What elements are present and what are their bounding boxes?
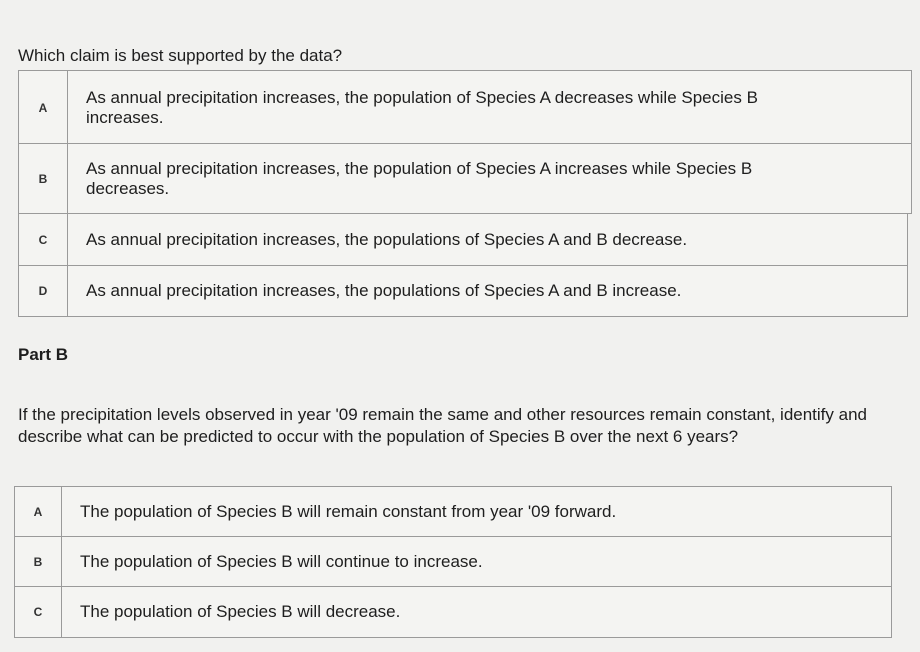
- question-part-a: Which claim is best supported by the data?: [18, 46, 343, 65]
- choice-text: As annual precipitation increases, the populations of Species A and B decrease.: [86, 230, 688, 249]
- choice-text: The population of Species B will continue to increase.: [80, 552, 483, 571]
- choice-text: The population of Species B will remain constant from year '09 forward.: [80, 502, 617, 521]
- answer-choice-a[interactable]: [18, 70, 912, 146]
- choice-letter: D: [19, 266, 68, 316]
- answer-choice-d[interactable]: [18, 265, 908, 317]
- choice-letter: B: [15, 537, 62, 587]
- choice-letter: A: [19, 71, 68, 145]
- choice-letter: C: [15, 587, 62, 637]
- choice-text: The population of Species B will decrease.: [80, 602, 401, 621]
- choice-letter: A: [15, 487, 62, 537]
- answer-choice-b[interactable]: [14, 536, 892, 588]
- choice-letter: C: [19, 214, 68, 266]
- choice-text: As annual precipitation increases, the populations of Species A and B increase.: [86, 281, 682, 300]
- answer-choice-c[interactable]: [14, 586, 892, 638]
- answer-choice-b[interactable]: [18, 143, 912, 214]
- choice-text: As annual precipitation increases, the population of Species A decreases while Species B increases.: [86, 88, 758, 127]
- answer-choice-c[interactable]: [18, 213, 908, 267]
- question-part-b: If the precipitation levels observed in year '09 remain the same and other resources remain constant, identify and describe what can be predicted to occur with the population of Species B over the next 6 years?: [18, 405, 867, 446]
- answer-choice-a[interactable]: [14, 486, 892, 538]
- part-b-heading: Part B: [18, 345, 69, 364]
- choice-text: As annual precipitation increases, the population of Species A increases while Species B decreases.: [86, 158, 753, 198]
- choice-letter: B: [19, 144, 68, 213]
